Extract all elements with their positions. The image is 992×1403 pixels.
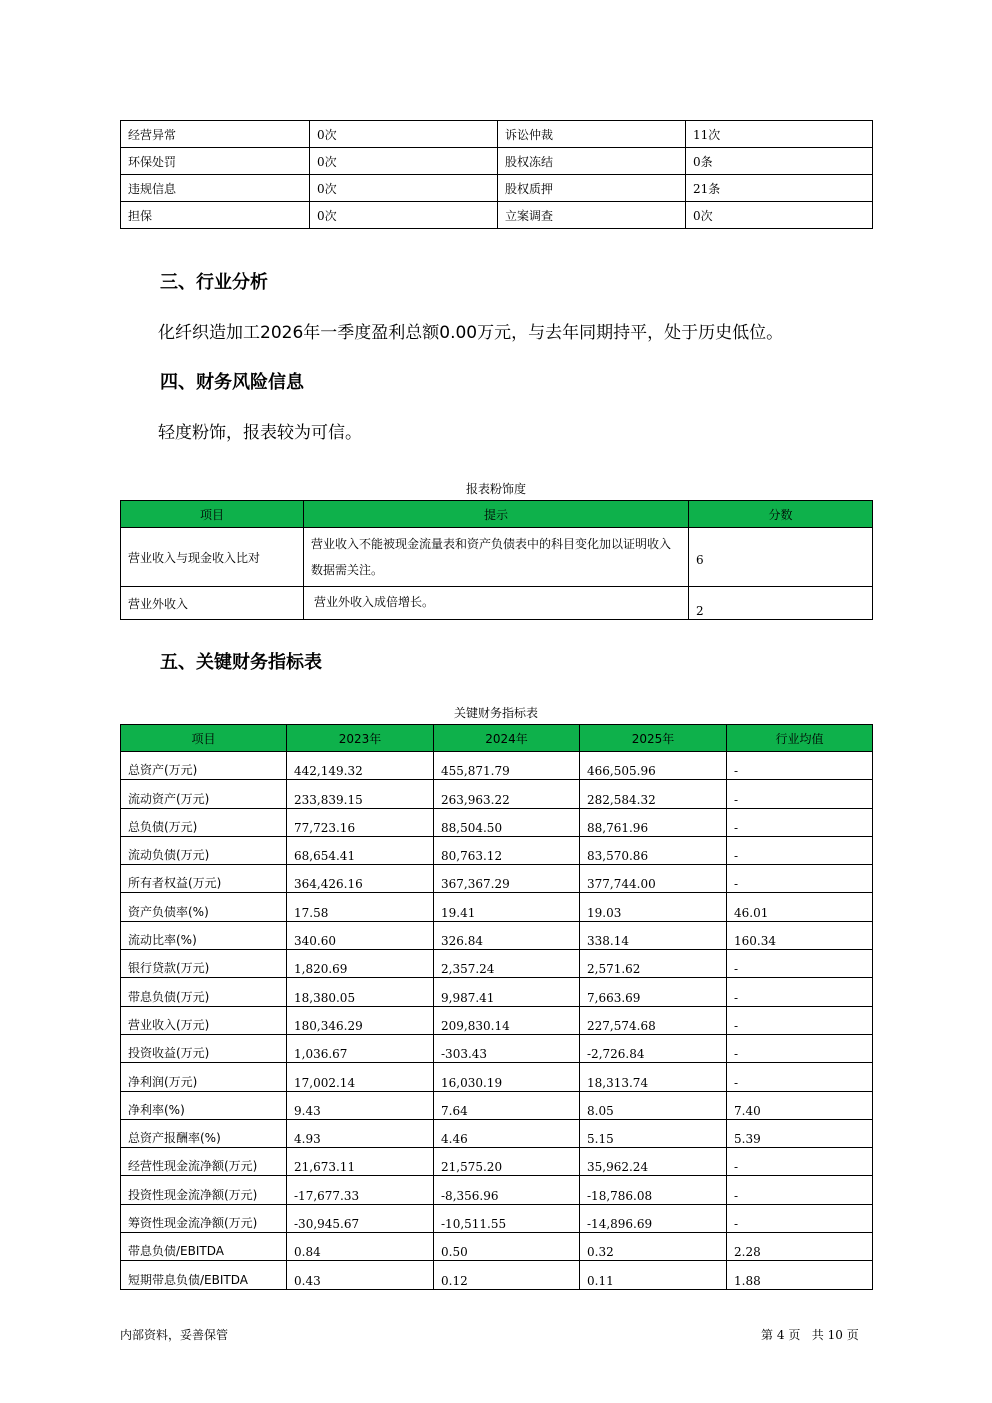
indicator-value: 2,357.24	[434, 950, 580, 978]
table-row	[121, 587, 873, 620]
indicator-value: 377,744.00	[580, 865, 727, 893]
indicators-table-caption: 关键财务指标表	[453, 706, 538, 720]
indicator-value: 180,346.29	[287, 1006, 434, 1034]
indicator-value: -	[727, 752, 873, 780]
indicator-value: -	[727, 1034, 873, 1062]
indicator-label: 总资产(万元)	[121, 752, 287, 780]
indicator-label: 流动比率(%)	[121, 921, 287, 949]
table-row	[121, 978, 873, 1006]
table-row	[121, 752, 873, 780]
industry-analysis-text: 化纤织造加工2026年一季度盈利总额0.00万元，与去年同期持平，处于历史低位。	[158, 323, 784, 343]
whitewash-table-caption: 报表粉饰度	[465, 482, 526, 496]
indicator-value: 0.11	[580, 1261, 727, 1289]
indicator-value: 0.32	[580, 1233, 727, 1261]
whitewash-table	[120, 500, 873, 620]
indicator-value: 263,963.22	[434, 780, 580, 808]
indicator-label: 带息负债(万元)	[121, 978, 287, 1006]
indicator-value: -30,945.67	[287, 1204, 434, 1232]
table-row	[121, 121, 873, 148]
indicator-label: 净利率(%)	[121, 1091, 287, 1119]
indicator-value: 16,030.19	[434, 1063, 580, 1091]
indicator-value: -303.43	[434, 1034, 580, 1062]
indicator-value: 2.28	[727, 1233, 873, 1261]
column-header: 项目	[121, 725, 287, 752]
indicator-value: 5.39	[727, 1119, 873, 1147]
indicator-label: 带息负债/EBITDA	[121, 1233, 287, 1261]
indicator-value: 18,313.74	[580, 1063, 727, 1091]
table-row	[121, 921, 873, 949]
key-indicators-table	[120, 724, 873, 1290]
indicator-label: 总资产报酬率(%)	[121, 1119, 287, 1147]
indicator-value: -	[727, 1148, 873, 1176]
indicator-value: 0.50	[434, 1233, 580, 1261]
table-row	[121, 1006, 873, 1034]
risk-label: 诉讼仲裁	[498, 121, 686, 148]
table-row	[121, 175, 873, 202]
indicator-value: 0.84	[287, 1233, 434, 1261]
table-row	[121, 780, 873, 808]
risk-label: 违规信息	[121, 175, 310, 202]
table-row	[121, 1034, 873, 1062]
table-row	[121, 836, 873, 864]
indicator-value: 9,987.41	[434, 978, 580, 1006]
table-header-row	[121, 725, 873, 752]
table-row	[121, 893, 873, 921]
indicator-value: 0.12	[434, 1261, 580, 1289]
indicator-value: -	[727, 1006, 873, 1034]
whitewash-hint: 营业外收入成倍增长。	[304, 587, 689, 620]
section-heading-key-indicators: 五、关键财务指标表	[160, 652, 322, 673]
page-total: 10	[827, 1328, 843, 1342]
column-header: 2025年	[580, 725, 727, 752]
indicator-value: 18,380.05	[287, 978, 434, 1006]
table-header-row	[121, 501, 873, 528]
indicator-label: 筹资性现金流净额(万元)	[121, 1204, 287, 1232]
section-heading-financial-risk: 四、财务风险信息	[160, 372, 304, 393]
risk-label: 担保	[121, 202, 310, 229]
indicator-label: 银行贷款(万元)	[121, 950, 287, 978]
indicator-value: 17,002.14	[287, 1063, 434, 1091]
risk-value: 0次	[686, 202, 873, 229]
table-row	[121, 1091, 873, 1119]
page-suffix: 页	[846, 1328, 859, 1342]
indicator-value: 21,575.20	[434, 1148, 580, 1176]
indicator-value: -	[727, 1063, 873, 1091]
financial-risk-text: 轻度粉饰，报表较为可信。	[158, 423, 362, 443]
indicator-value: 160.34	[727, 921, 873, 949]
indicator-value: 46.01	[727, 893, 873, 921]
footer-confidential: 内部资料，妥善保管	[120, 1328, 229, 1342]
whitewash-hint: 营业收入不能被现金流量表和资产负债表中的科目变化加以证明收入数据需关注。	[304, 528, 689, 587]
whitewash-item: 营业收入与现金收入比对	[121, 528, 304, 587]
indicator-value: -	[727, 1204, 873, 1232]
indicator-value: -	[727, 1176, 873, 1204]
risk-label: 股权冻结	[498, 148, 686, 175]
indicator-value: -10,511.55	[434, 1204, 580, 1232]
page-prefix: 第	[761, 1328, 774, 1342]
table-row	[121, 1148, 873, 1176]
indicator-value: 227,574.68	[580, 1006, 727, 1034]
indicator-value: 7.64	[434, 1091, 580, 1119]
whitewash-item: 营业外收入	[121, 587, 304, 620]
key-indicators-body	[121, 752, 873, 1290]
risk-label: 经营异常	[121, 121, 310, 148]
page-current: 4	[776, 1328, 785, 1342]
indicator-value: -	[727, 950, 873, 978]
indicator-value: 5.15	[580, 1119, 727, 1147]
table-row	[121, 1204, 873, 1232]
risk-label: 环保处罚	[121, 148, 310, 175]
indicator-value: 338.14	[580, 921, 727, 949]
indicator-value: 340.60	[287, 921, 434, 949]
risk-value: 0次	[310, 121, 498, 148]
indicator-value: -2,726.84	[580, 1034, 727, 1062]
indicator-value: 282,584.32	[580, 780, 727, 808]
indicator-value: -17,677.33	[287, 1176, 434, 1204]
indicator-value: 4.93	[287, 1119, 434, 1147]
table-row	[121, 528, 873, 587]
indicator-value: -8,356.96	[434, 1176, 580, 1204]
whitewash-score: 2	[689, 587, 873, 620]
indicator-value: 367,367.29	[434, 865, 580, 893]
indicator-value: 19.03	[580, 893, 727, 921]
indicator-value: 466,505.96	[580, 752, 727, 780]
indicator-value: -	[727, 808, 873, 836]
indicator-label: 投资收益(万元)	[121, 1034, 287, 1062]
indicator-value: -	[727, 836, 873, 864]
risk-value: 0次	[310, 175, 498, 202]
indicator-label: 净利润(万元)	[121, 1063, 287, 1091]
indicator-value: 83,570.86	[580, 836, 727, 864]
indicator-value: 4.46	[434, 1119, 580, 1147]
column-header: 提示	[304, 501, 689, 528]
indicator-value: 0.43	[287, 1261, 434, 1289]
indicator-label: 投资性现金流净额(万元)	[121, 1176, 287, 1204]
table-row	[121, 950, 873, 978]
table-row	[121, 1063, 873, 1091]
risk-value: 21条	[686, 175, 873, 202]
indicator-value: 80,763.12	[434, 836, 580, 864]
indicator-value: 35,962.24	[580, 1148, 727, 1176]
table-row	[121, 1119, 873, 1147]
page-number	[761, 1326, 859, 1343]
table-row	[121, 808, 873, 836]
section-heading-industry: 三、行业分析	[160, 272, 268, 293]
indicator-value: 88,761.96	[580, 808, 727, 836]
table-row	[121, 148, 873, 175]
indicator-value: 442,149.32	[287, 752, 434, 780]
indicator-value: 1.88	[727, 1261, 873, 1289]
indicator-value: 364,426.16	[287, 865, 434, 893]
table-row	[121, 865, 873, 893]
indicator-value: -	[727, 780, 873, 808]
indicator-value: 8.05	[580, 1091, 727, 1119]
indicator-value: 19.41	[434, 893, 580, 921]
indicator-value: -14,896.69	[580, 1204, 727, 1232]
indicator-label: 资产负债率(%)	[121, 893, 287, 921]
table-row	[121, 1261, 873, 1289]
indicator-value: 7,663.69	[580, 978, 727, 1006]
table-row	[121, 1233, 873, 1261]
indicator-value: 21,673.11	[287, 1148, 434, 1176]
indicator-label: 短期带息负债/EBITDA	[121, 1261, 287, 1289]
indicator-label: 经营性现金流净额(万元)	[121, 1148, 287, 1176]
column-header: 2024年	[434, 725, 580, 752]
indicator-value: 88,504.50	[434, 808, 580, 836]
indicator-value: 2,571.62	[580, 950, 727, 978]
indicator-value: 9.43	[287, 1091, 434, 1119]
indicator-value: -	[727, 865, 873, 893]
risk-value: 0条	[686, 148, 873, 175]
risk-label: 股权质押	[498, 175, 686, 202]
indicator-value: 455,871.79	[434, 752, 580, 780]
column-header: 行业均值	[727, 725, 873, 752]
indicator-value: 77,723.16	[287, 808, 434, 836]
indicator-label: 所有者权益(万元)	[121, 865, 287, 893]
indicator-value: 7.40	[727, 1091, 873, 1119]
indicator-value: 326.84	[434, 921, 580, 949]
risk-value: 0次	[310, 148, 498, 175]
indicator-value: 17.58	[287, 893, 434, 921]
page-mid: 页 共	[788, 1328, 824, 1342]
indicator-value: 209,830.14	[434, 1006, 580, 1034]
indicator-value: 1,036.67	[287, 1034, 434, 1062]
column-header: 项目	[121, 501, 304, 528]
indicator-value: 1,820.69	[287, 950, 434, 978]
risk-value: 11次	[686, 121, 873, 148]
column-header: 分数	[689, 501, 873, 528]
indicator-value: -18,786.08	[580, 1176, 727, 1204]
risk-value: 0次	[310, 202, 498, 229]
column-header: 2023年	[287, 725, 434, 752]
indicator-value: 68,654.41	[287, 836, 434, 864]
whitewash-score: 6	[689, 528, 873, 587]
indicator-value: 233,839.15	[287, 780, 434, 808]
indicator-label: 流动负债(万元)	[121, 836, 287, 864]
indicator-value: -	[727, 978, 873, 1006]
indicator-label: 总负债(万元)	[121, 808, 287, 836]
indicator-label: 流动资产(万元)	[121, 780, 287, 808]
risk-summary-table	[120, 120, 873, 229]
table-row	[121, 202, 873, 229]
risk-label: 立案调查	[498, 202, 686, 229]
table-row	[121, 1176, 873, 1204]
indicator-label: 营业收入(万元)	[121, 1006, 287, 1034]
